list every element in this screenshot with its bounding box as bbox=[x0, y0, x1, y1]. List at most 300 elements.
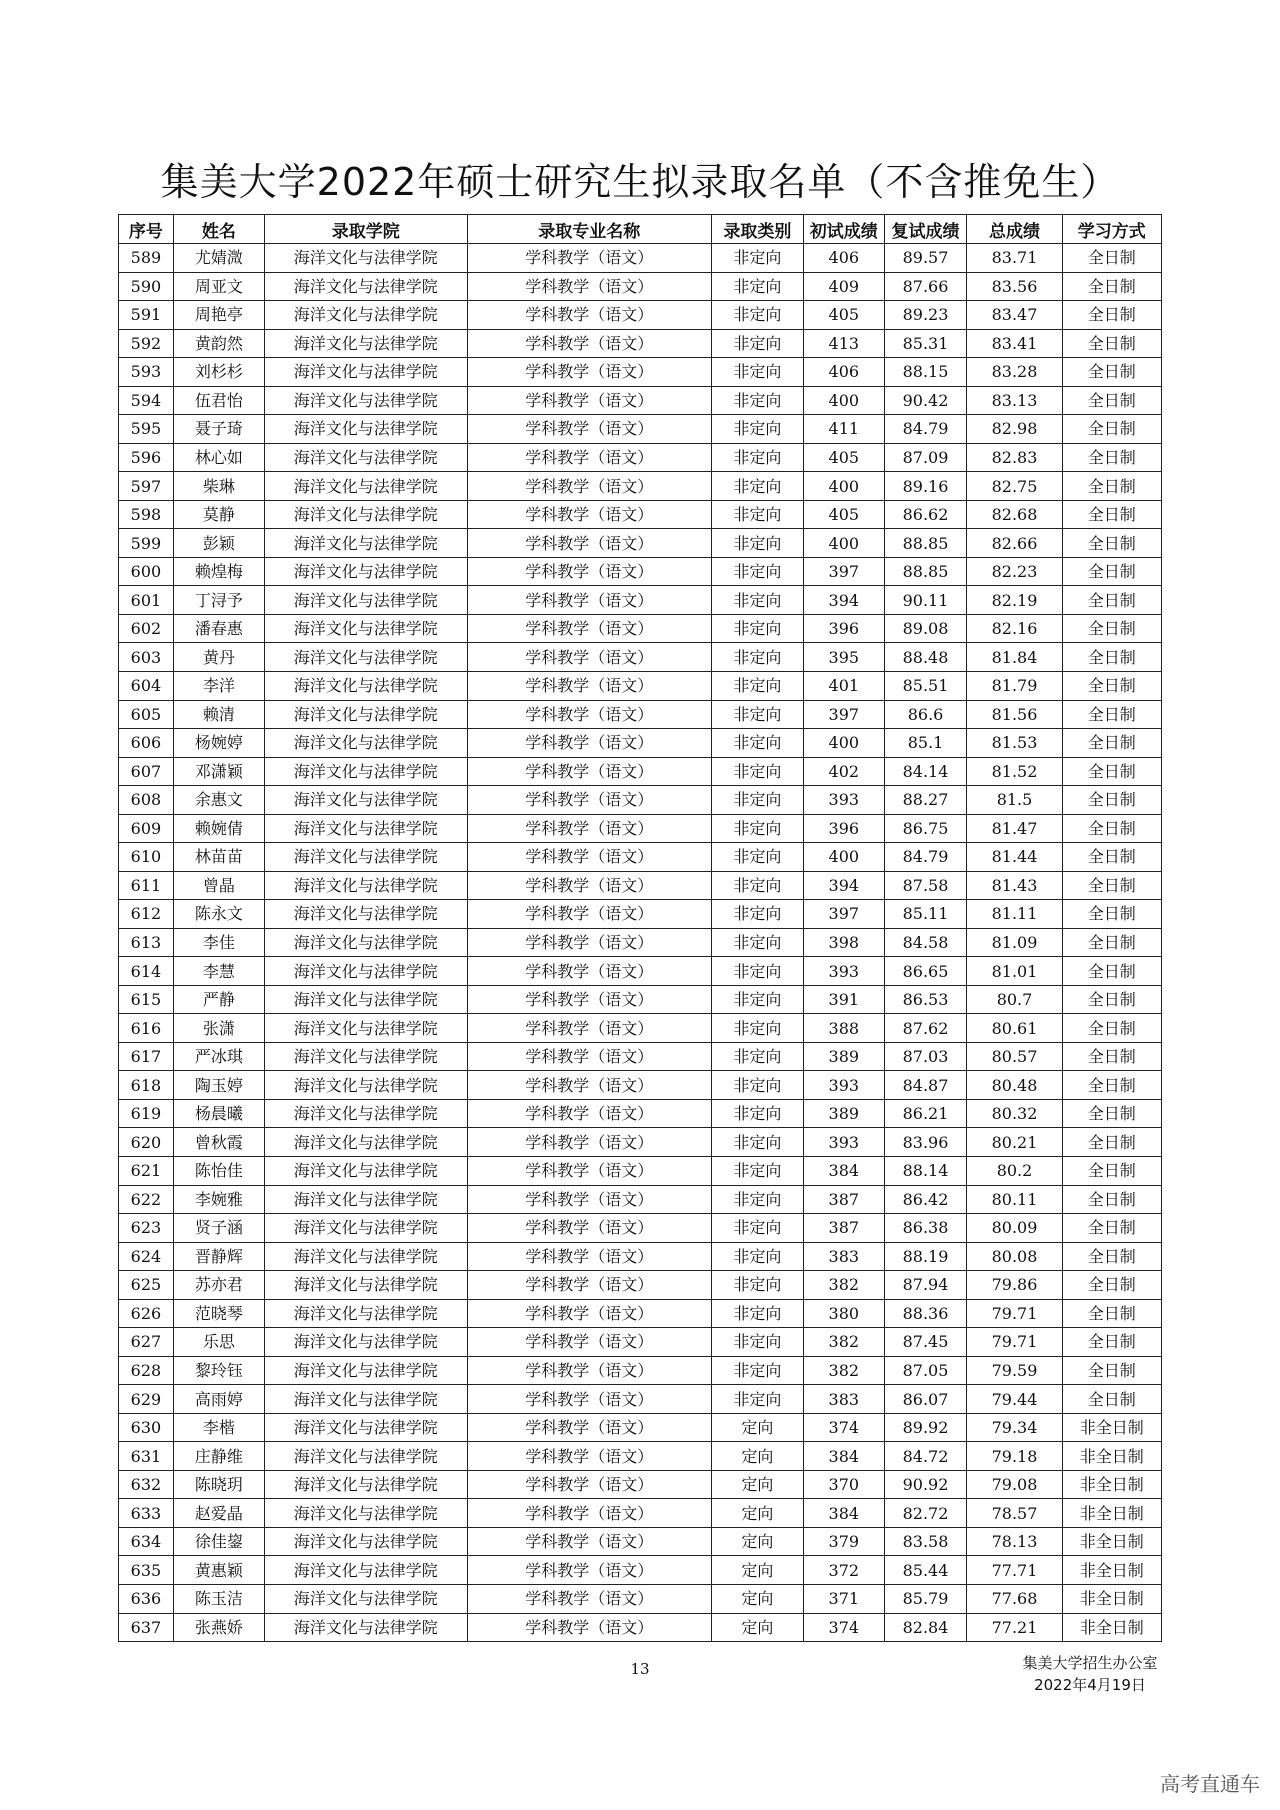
cell-retest-score: 88.85 bbox=[884, 557, 967, 586]
table-row bbox=[119, 1584, 1162, 1613]
cell-major: 学科教学（语文） bbox=[467, 1499, 711, 1528]
cell-category: 非定向 bbox=[711, 1328, 803, 1357]
cell-index: 601 bbox=[119, 586, 174, 615]
table-row bbox=[119, 1413, 1162, 1442]
cell-major: 学科教学（语文） bbox=[467, 301, 711, 330]
cell-category: 定向 bbox=[711, 1556, 803, 1585]
cell-college: 海洋文化与法律学院 bbox=[264, 1356, 467, 1385]
cell-name: 李楷 bbox=[173, 1413, 264, 1442]
cell-category: 定向 bbox=[711, 1499, 803, 1528]
cell-retest-score: 89.57 bbox=[884, 244, 967, 273]
cell-study-mode: 全日制 bbox=[1062, 1299, 1161, 1328]
col-header-initial-score: 初试成绩 bbox=[803, 215, 884, 244]
table-row bbox=[119, 614, 1162, 643]
cell-major: 学科教学（语文） bbox=[467, 529, 711, 558]
cell-category: 非定向 bbox=[711, 1385, 803, 1414]
cell-name: 杨晨曦 bbox=[173, 1099, 264, 1128]
table-row bbox=[119, 1328, 1162, 1357]
header-row bbox=[119, 215, 1162, 244]
cell-retest-score: 90.11 bbox=[884, 586, 967, 615]
cell-name: 李慧 bbox=[173, 957, 264, 986]
cell-category: 非定向 bbox=[711, 729, 803, 758]
cell-name: 刘杉杉 bbox=[173, 358, 264, 387]
table-row bbox=[119, 329, 1162, 358]
cell-major: 学科教学（语文） bbox=[467, 1584, 711, 1613]
table-row bbox=[119, 386, 1162, 415]
cell-retest-score: 87.94 bbox=[884, 1271, 967, 1300]
cell-college: 海洋文化与法律学院 bbox=[264, 928, 467, 957]
cell-name: 陈怡佳 bbox=[173, 1157, 264, 1186]
table-row bbox=[119, 500, 1162, 529]
cell-study-mode: 全日制 bbox=[1062, 1157, 1161, 1186]
cell-index: 596 bbox=[119, 443, 174, 472]
table-row bbox=[119, 586, 1162, 615]
cell-initial-score: 395 bbox=[803, 643, 884, 672]
cell-initial-score: 382 bbox=[803, 1271, 884, 1300]
cell-major: 学科教学（语文） bbox=[467, 443, 711, 472]
cell-retest-score: 88.27 bbox=[884, 786, 967, 815]
cell-total-score: 82.16 bbox=[967, 614, 1062, 643]
cell-initial-score: 398 bbox=[803, 928, 884, 957]
cell-total-score: 83.41 bbox=[967, 329, 1062, 358]
cell-category: 非定向 bbox=[711, 586, 803, 615]
cell-category: 非定向 bbox=[711, 386, 803, 415]
cell-college: 海洋文化与法律学院 bbox=[264, 415, 467, 444]
cell-category: 非定向 bbox=[711, 1185, 803, 1214]
cell-retest-score: 83.58 bbox=[884, 1527, 967, 1556]
cell-total-score: 82.19 bbox=[967, 586, 1062, 615]
cell-total-score: 83.47 bbox=[967, 301, 1062, 330]
cell-initial-score: 400 bbox=[803, 472, 884, 501]
cell-category: 非定向 bbox=[711, 415, 803, 444]
cell-category: 非定向 bbox=[711, 244, 803, 273]
cell-study-mode: 全日制 bbox=[1062, 700, 1161, 729]
cell-index: 594 bbox=[119, 386, 174, 415]
table-row bbox=[119, 700, 1162, 729]
cell-name: 余惠文 bbox=[173, 786, 264, 815]
cell-retest-score: 85.79 bbox=[884, 1584, 967, 1613]
cell-retest-score: 86.53 bbox=[884, 985, 967, 1014]
cell-study-mode: 全日制 bbox=[1062, 1356, 1161, 1385]
cell-index: 619 bbox=[119, 1099, 174, 1128]
cell-name: 赖婉倩 bbox=[173, 814, 264, 843]
table-row bbox=[119, 557, 1162, 586]
cell-major: 学科教学（语文） bbox=[467, 1328, 711, 1357]
cell-total-score: 82.68 bbox=[967, 500, 1062, 529]
cell-major: 学科教学（语文） bbox=[467, 557, 711, 586]
cell-category: 非定向 bbox=[711, 1128, 803, 1157]
cell-initial-score: 387 bbox=[803, 1185, 884, 1214]
cell-college: 海洋文化与法律学院 bbox=[264, 1613, 467, 1642]
cell-college: 海洋文化与法律学院 bbox=[264, 1099, 467, 1128]
cell-initial-score: 405 bbox=[803, 443, 884, 472]
cell-total-score: 82.98 bbox=[967, 415, 1062, 444]
cell-major: 学科教学（语文） bbox=[467, 415, 711, 444]
cell-index: 591 bbox=[119, 301, 174, 330]
cell-total-score: 80.09 bbox=[967, 1214, 1062, 1243]
footer-date: 2022年4月19日 bbox=[1034, 1676, 1146, 1694]
cell-college: 海洋文化与法律学院 bbox=[264, 386, 467, 415]
cell-study-mode: 全日制 bbox=[1062, 529, 1161, 558]
cell-total-score: 77.68 bbox=[967, 1584, 1062, 1613]
cell-total-score: 81.52 bbox=[967, 757, 1062, 786]
cell-category: 非定向 bbox=[711, 843, 803, 872]
cell-category: 非定向 bbox=[711, 1271, 803, 1300]
cell-retest-score: 87.58 bbox=[884, 871, 967, 900]
cell-college: 海洋文化与法律学院 bbox=[264, 329, 467, 358]
cell-total-score: 79.71 bbox=[967, 1299, 1062, 1328]
cell-study-mode: 全日制 bbox=[1062, 272, 1161, 301]
cell-name: 莫静 bbox=[173, 500, 264, 529]
cell-study-mode: 全日制 bbox=[1062, 415, 1161, 444]
document-title: 集美大学2022年硕士研究生拟录取名单（不含推免生） bbox=[160, 160, 1120, 204]
cell-retest-score: 84.87 bbox=[884, 1071, 967, 1100]
cell-major: 学科教学（语文） bbox=[467, 1014, 711, 1043]
cell-category: 定向 bbox=[711, 1527, 803, 1556]
cell-college: 海洋文化与法律学院 bbox=[264, 244, 467, 273]
cell-total-score: 78.57 bbox=[967, 1499, 1062, 1528]
cell-retest-score: 88.85 bbox=[884, 529, 967, 558]
cell-major: 学科教学（语文） bbox=[467, 614, 711, 643]
cell-retest-score: 86.62 bbox=[884, 500, 967, 529]
cell-retest-score: 86.42 bbox=[884, 1185, 967, 1214]
cell-major: 学科教学（语文） bbox=[467, 1556, 711, 1585]
table-row bbox=[119, 1613, 1162, 1642]
cell-retest-score: 88.48 bbox=[884, 643, 967, 672]
cell-major: 学科教学（语文） bbox=[467, 1042, 711, 1071]
cell-category: 非定向 bbox=[711, 1242, 803, 1271]
cell-initial-score: 380 bbox=[803, 1299, 884, 1328]
cell-study-mode: 全日制 bbox=[1062, 1014, 1161, 1043]
cell-name: 黄丹 bbox=[173, 643, 264, 672]
cell-college: 海洋文化与法律学院 bbox=[264, 843, 467, 872]
cell-study-mode: 全日制 bbox=[1062, 985, 1161, 1014]
cell-category: 非定向 bbox=[711, 614, 803, 643]
cell-name: 张燕娇 bbox=[173, 1613, 264, 1642]
cell-name: 陈永文 bbox=[173, 900, 264, 929]
cell-category: 非定向 bbox=[711, 985, 803, 1014]
cell-initial-score: 388 bbox=[803, 1014, 884, 1043]
cell-total-score: 79.71 bbox=[967, 1328, 1062, 1357]
cell-category: 定向 bbox=[711, 1613, 803, 1642]
table-row bbox=[119, 1214, 1162, 1243]
cell-college: 海洋文化与法律学院 bbox=[264, 1042, 467, 1071]
cell-study-mode: 全日制 bbox=[1062, 472, 1161, 501]
cell-index: 592 bbox=[119, 329, 174, 358]
cell-major: 学科教学（语文） bbox=[467, 814, 711, 843]
cell-major: 学科教学（语文） bbox=[467, 1413, 711, 1442]
cell-total-score: 83.13 bbox=[967, 386, 1062, 415]
cell-college: 海洋文化与法律学院 bbox=[264, 1442, 467, 1471]
cell-category: 非定向 bbox=[711, 700, 803, 729]
cell-total-score: 80.32 bbox=[967, 1099, 1062, 1128]
cell-study-mode: 全日制 bbox=[1062, 1128, 1161, 1157]
cell-name: 张潇 bbox=[173, 1014, 264, 1043]
table-row bbox=[119, 1185, 1162, 1214]
cell-major: 学科教学（语文） bbox=[467, 586, 711, 615]
cell-retest-score: 90.92 bbox=[884, 1470, 967, 1499]
cell-retest-score: 84.14 bbox=[884, 757, 967, 786]
cell-category: 非定向 bbox=[711, 272, 803, 301]
cell-name: 严冰琪 bbox=[173, 1042, 264, 1071]
cell-index: 593 bbox=[119, 358, 174, 387]
cell-major: 学科教学（语文） bbox=[467, 900, 711, 929]
cell-index: 597 bbox=[119, 472, 174, 501]
cell-initial-score: 393 bbox=[803, 957, 884, 986]
cell-index: 616 bbox=[119, 1014, 174, 1043]
cell-college: 海洋文化与法律学院 bbox=[264, 1242, 467, 1271]
cell-major: 学科教学（语文） bbox=[467, 1099, 711, 1128]
cell-name: 陈玉洁 bbox=[173, 1584, 264, 1613]
cell-total-score: 80.11 bbox=[967, 1185, 1062, 1214]
cell-study-mode: 全日制 bbox=[1062, 1071, 1161, 1100]
cell-study-mode: 全日制 bbox=[1062, 586, 1161, 615]
cell-index: 624 bbox=[119, 1242, 174, 1271]
cell-retest-score: 86.75 bbox=[884, 814, 967, 843]
cell-major: 学科教学（语文） bbox=[467, 272, 711, 301]
cell-total-score: 83.56 bbox=[967, 272, 1062, 301]
table-row bbox=[119, 1242, 1162, 1271]
cell-name: 赖煌梅 bbox=[173, 557, 264, 586]
cell-index: 599 bbox=[119, 529, 174, 558]
cell-name: 赵爱晶 bbox=[173, 1499, 264, 1528]
cell-study-mode: 全日制 bbox=[1062, 1214, 1161, 1243]
cell-retest-score: 84.72 bbox=[884, 1442, 967, 1471]
cell-category: 非定向 bbox=[711, 871, 803, 900]
table-row bbox=[119, 472, 1162, 501]
cell-initial-score: 411 bbox=[803, 415, 884, 444]
cell-category: 定向 bbox=[711, 1470, 803, 1499]
cell-initial-score: 370 bbox=[803, 1470, 884, 1499]
cell-study-mode: 全日制 bbox=[1062, 843, 1161, 872]
cell-study-mode: 全日制 bbox=[1062, 814, 1161, 843]
cell-total-score: 81.44 bbox=[967, 843, 1062, 872]
cell-study-mode: 全日制 bbox=[1062, 1242, 1161, 1271]
cell-retest-score: 86.07 bbox=[884, 1385, 967, 1414]
cell-retest-score: 82.72 bbox=[884, 1499, 967, 1528]
cell-total-score: 82.83 bbox=[967, 443, 1062, 472]
cell-total-score: 81.53 bbox=[967, 729, 1062, 758]
col-header-total-score: 总成绩 bbox=[967, 215, 1062, 244]
cell-retest-score: 86.65 bbox=[884, 957, 967, 986]
table-row bbox=[119, 871, 1162, 900]
cell-college: 海洋文化与法律学院 bbox=[264, 729, 467, 758]
cell-initial-score: 400 bbox=[803, 529, 884, 558]
cell-index: 610 bbox=[119, 843, 174, 872]
table-row bbox=[119, 529, 1162, 558]
cell-index: 604 bbox=[119, 671, 174, 700]
cell-name: 晋静辉 bbox=[173, 1242, 264, 1271]
cell-total-score: 80.48 bbox=[967, 1071, 1062, 1100]
cell-major: 学科教学（语文） bbox=[467, 1214, 711, 1243]
table-row bbox=[119, 415, 1162, 444]
cell-index: 631 bbox=[119, 1442, 174, 1471]
cell-total-score: 79.34 bbox=[967, 1413, 1062, 1442]
cell-retest-score: 82.84 bbox=[884, 1613, 967, 1642]
cell-initial-score: 383 bbox=[803, 1385, 884, 1414]
cell-index: 618 bbox=[119, 1071, 174, 1100]
cell-study-mode: 全日制 bbox=[1062, 757, 1161, 786]
cell-retest-score: 85.31 bbox=[884, 329, 967, 358]
cell-name: 聂子琦 bbox=[173, 415, 264, 444]
cell-major: 学科教学（语文） bbox=[467, 472, 711, 501]
cell-retest-score: 88.15 bbox=[884, 358, 967, 387]
cell-category: 非定向 bbox=[711, 500, 803, 529]
cell-college: 海洋文化与法律学院 bbox=[264, 557, 467, 586]
table-row bbox=[119, 1071, 1162, 1100]
cell-college: 海洋文化与法律学院 bbox=[264, 443, 467, 472]
cell-initial-score: 371 bbox=[803, 1584, 884, 1613]
cell-retest-score: 89.92 bbox=[884, 1413, 967, 1442]
cell-index: 609 bbox=[119, 814, 174, 843]
cell-major: 学科教学（语文） bbox=[467, 843, 711, 872]
cell-initial-score: 379 bbox=[803, 1527, 884, 1556]
cell-category: 定向 bbox=[711, 1442, 803, 1471]
cell-index: 621 bbox=[119, 1157, 174, 1186]
cell-study-mode: 全日制 bbox=[1062, 329, 1161, 358]
cell-major: 学科教学（语文） bbox=[467, 1157, 711, 1186]
cell-name: 赖清 bbox=[173, 700, 264, 729]
cell-study-mode: 非全日制 bbox=[1062, 1413, 1161, 1442]
cell-college: 海洋文化与法律学院 bbox=[264, 614, 467, 643]
cell-major: 学科教学（语文） bbox=[467, 757, 711, 786]
cell-initial-score: 374 bbox=[803, 1413, 884, 1442]
cell-total-score: 79.59 bbox=[967, 1356, 1062, 1385]
cell-college: 海洋文化与法律学院 bbox=[264, 985, 467, 1014]
cell-college: 海洋文化与法律学院 bbox=[264, 1385, 467, 1414]
cell-name: 黄韵然 bbox=[173, 329, 264, 358]
cell-major: 学科教学（语文） bbox=[467, 786, 711, 815]
table-row bbox=[119, 1385, 1162, 1414]
table-row bbox=[119, 358, 1162, 387]
cell-study-mode: 全日制 bbox=[1062, 871, 1161, 900]
table-row bbox=[119, 814, 1162, 843]
col-header-major: 录取专业名称 bbox=[467, 215, 711, 244]
cell-category: 非定向 bbox=[711, 928, 803, 957]
cell-initial-score: 409 bbox=[803, 272, 884, 301]
cell-category: 非定向 bbox=[711, 301, 803, 330]
cell-name: 庄静维 bbox=[173, 1442, 264, 1471]
cell-total-score: 81.5 bbox=[967, 786, 1062, 815]
cell-college: 海洋文化与法律学院 bbox=[264, 900, 467, 929]
cell-study-mode: 全日制 bbox=[1062, 1328, 1161, 1357]
cell-study-mode: 全日制 bbox=[1062, 1099, 1161, 1128]
cell-college: 海洋文化与法律学院 bbox=[264, 1128, 467, 1157]
cell-major: 学科教学（语文） bbox=[467, 1356, 711, 1385]
cell-index: 633 bbox=[119, 1499, 174, 1528]
cell-college: 海洋文化与法律学院 bbox=[264, 757, 467, 786]
table-row bbox=[119, 1042, 1162, 1071]
cell-college: 海洋文化与法律学院 bbox=[264, 1584, 467, 1613]
cell-initial-score: 393 bbox=[803, 1128, 884, 1157]
cell-name: 李洋 bbox=[173, 671, 264, 700]
cell-college: 海洋文化与法律学院 bbox=[264, 358, 467, 387]
cell-major: 学科教学（语文） bbox=[467, 386, 711, 415]
table-row bbox=[119, 272, 1162, 301]
cell-initial-score: 374 bbox=[803, 1613, 884, 1642]
cell-total-score: 79.44 bbox=[967, 1385, 1062, 1414]
cell-major: 学科教学（语文） bbox=[467, 643, 711, 672]
cell-major: 学科教学（语文） bbox=[467, 700, 711, 729]
col-header-name: 姓名 bbox=[173, 215, 264, 244]
cell-index: 629 bbox=[119, 1385, 174, 1414]
cell-initial-score: 382 bbox=[803, 1356, 884, 1385]
cell-initial-score: 396 bbox=[803, 614, 884, 643]
cell-initial-score: 401 bbox=[803, 671, 884, 700]
cell-name: 陈晓玥 bbox=[173, 1470, 264, 1499]
cell-index: 630 bbox=[119, 1413, 174, 1442]
col-header-retest-score: 复试成绩 bbox=[884, 215, 967, 244]
cell-college: 海洋文化与法律学院 bbox=[264, 1328, 467, 1357]
cell-category: 非定向 bbox=[711, 358, 803, 387]
cell-name: 尤婧溦 bbox=[173, 244, 264, 273]
cell-retest-score: 89.08 bbox=[884, 614, 967, 643]
cell-study-mode: 非全日制 bbox=[1062, 1556, 1161, 1585]
col-header-college: 录取学院 bbox=[264, 215, 467, 244]
cell-study-mode: 全日制 bbox=[1062, 729, 1161, 758]
cell-major: 学科教学（语文） bbox=[467, 871, 711, 900]
cell-study-mode: 全日制 bbox=[1062, 643, 1161, 672]
cell-initial-score: 397 bbox=[803, 557, 884, 586]
cell-index: 605 bbox=[119, 700, 174, 729]
cell-index: 612 bbox=[119, 900, 174, 929]
cell-initial-score: 389 bbox=[803, 1099, 884, 1128]
cell-major: 学科教学（语文） bbox=[467, 244, 711, 273]
cell-index: 635 bbox=[119, 1556, 174, 1585]
cell-study-mode: 全日制 bbox=[1062, 614, 1161, 643]
table-row bbox=[119, 786, 1162, 815]
cell-name: 徐佳鋆 bbox=[173, 1527, 264, 1556]
cell-college: 海洋文化与法律学院 bbox=[264, 1556, 467, 1585]
cell-college: 海洋文化与法律学院 bbox=[264, 1499, 467, 1528]
cell-name: 苏亦君 bbox=[173, 1271, 264, 1300]
cell-total-score: 78.13 bbox=[967, 1527, 1062, 1556]
cell-study-mode: 全日制 bbox=[1062, 1042, 1161, 1071]
cell-initial-score: 413 bbox=[803, 329, 884, 358]
cell-index: 607 bbox=[119, 757, 174, 786]
table-row bbox=[119, 244, 1162, 273]
cell-college: 海洋文化与法律学院 bbox=[264, 529, 467, 558]
cell-college: 海洋文化与法律学院 bbox=[264, 500, 467, 529]
cell-retest-score: 86.6 bbox=[884, 700, 967, 729]
col-header-study-mode: 学习方式 bbox=[1062, 215, 1161, 244]
cell-category: 非定向 bbox=[711, 671, 803, 700]
cell-retest-score: 85.44 bbox=[884, 1556, 967, 1585]
cell-study-mode: 非全日制 bbox=[1062, 1527, 1161, 1556]
cell-college: 海洋文化与法律学院 bbox=[264, 472, 467, 501]
cell-retest-score: 87.05 bbox=[884, 1356, 967, 1385]
cell-category: 非定向 bbox=[711, 757, 803, 786]
cell-index: 617 bbox=[119, 1042, 174, 1071]
cell-study-mode: 非全日制 bbox=[1062, 1584, 1161, 1613]
cell-total-score: 80.21 bbox=[967, 1128, 1062, 1157]
table-row bbox=[119, 1299, 1162, 1328]
cell-study-mode: 非全日制 bbox=[1062, 1470, 1161, 1499]
cell-initial-score: 387 bbox=[803, 1214, 884, 1243]
table-row bbox=[119, 1014, 1162, 1043]
table-row bbox=[119, 957, 1162, 986]
cell-study-mode: 非全日制 bbox=[1062, 1613, 1161, 1642]
table-row bbox=[119, 928, 1162, 957]
cell-total-score: 81.09 bbox=[967, 928, 1062, 957]
cell-name: 周艳亭 bbox=[173, 301, 264, 330]
cell-index: 613 bbox=[119, 928, 174, 957]
cell-study-mode: 非全日制 bbox=[1062, 1442, 1161, 1471]
watermark: 高考直通车 bbox=[1160, 1772, 1260, 1796]
cell-initial-score: 382 bbox=[803, 1328, 884, 1357]
cell-category: 非定向 bbox=[711, 814, 803, 843]
cell-college: 海洋文化与法律学院 bbox=[264, 586, 467, 615]
